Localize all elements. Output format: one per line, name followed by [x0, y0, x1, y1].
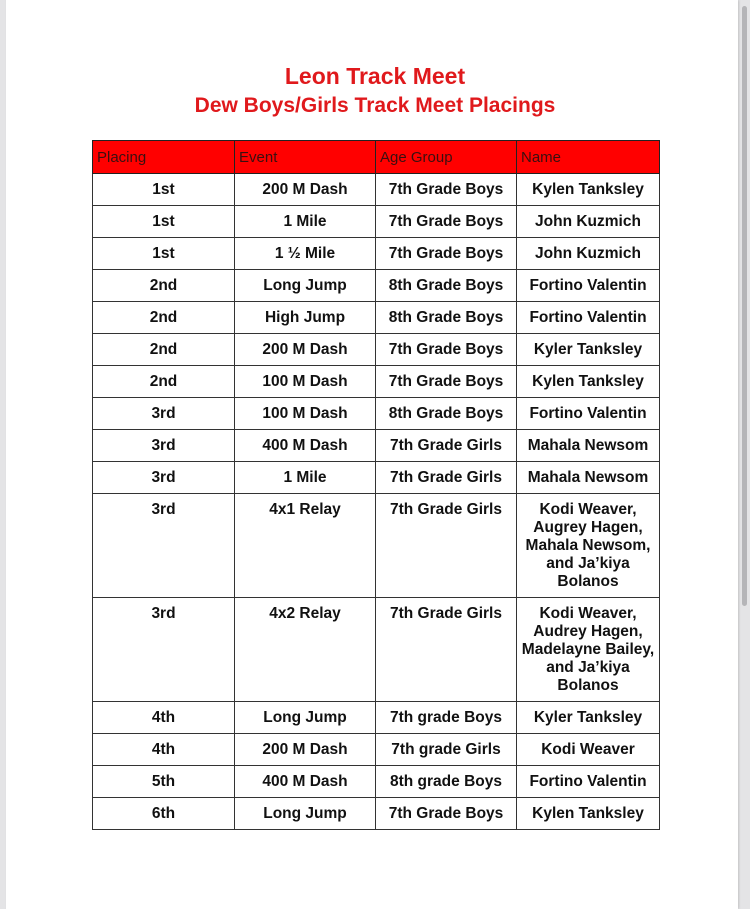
table-row — [93, 702, 660, 734]
table-row — [93, 366, 660, 398]
age-group-cell: 7th grade Girls — [376, 734, 517, 766]
age-group-cell: 7th Grade Girls — [376, 430, 517, 462]
table-header-row — [93, 141, 660, 174]
name-cell: Kodi Weaver, Augrey Hagen, Mahala Newsom, and Ja’kiya Bolanos — [517, 494, 660, 598]
placing-cell: 3rd — [93, 494, 235, 598]
event-cell: 200 M Dash — [235, 734, 376, 766]
age-group-cell: 7th Grade Girls — [376, 462, 517, 494]
name-cell: John Kuzmich — [517, 238, 660, 270]
event-cell: 200 M Dash — [235, 334, 376, 366]
event-cell: 4x1 Relay — [235, 494, 376, 598]
event-cell: 200 M Dash — [235, 174, 376, 206]
table-row — [93, 270, 660, 302]
event-cell: 4x2 Relay — [235, 598, 376, 702]
placings-table — [92, 140, 660, 830]
table-row — [93, 766, 660, 798]
event-cell: Long Jump — [235, 702, 376, 734]
placing-cell: 4th — [93, 702, 235, 734]
table-row — [93, 334, 660, 366]
name-cell: John Kuzmich — [517, 206, 660, 238]
name-cell: Mahala Newsom — [517, 462, 660, 494]
age-group-cell: 7th Grade Boys — [376, 174, 517, 206]
column-header-name: Name — [517, 141, 660, 174]
placing-cell: 3rd — [93, 398, 235, 430]
name-cell: Kyler Tanksley — [517, 334, 660, 366]
placing-cell: 2nd — [93, 334, 235, 366]
event-cell: High Jump — [235, 302, 376, 334]
placing-cell: 2nd — [93, 302, 235, 334]
table-row — [93, 430, 660, 462]
table-row — [93, 238, 660, 270]
event-cell: Long Jump — [235, 798, 376, 830]
placing-cell: 2nd — [93, 366, 235, 398]
age-group-cell: 7th Grade Boys — [376, 238, 517, 270]
page-title: Leon Track Meet — [284, 63, 466, 89]
name-cell: Kylen Tanksley — [517, 798, 660, 830]
age-group-cell: 8th Grade Boys — [376, 270, 517, 302]
event-cell: 1 ½ Mile — [235, 238, 376, 270]
age-group-cell: 7th Grade Boys — [376, 798, 517, 830]
table-row — [93, 494, 660, 598]
event-cell: 100 M Dash — [235, 398, 376, 430]
table-row — [93, 398, 660, 430]
name-cell: Kodi Weaver — [517, 734, 660, 766]
age-group-cell: 7th grade Boys — [376, 702, 517, 734]
placing-cell: 3rd — [93, 598, 235, 702]
column-header-placing: Placing — [93, 141, 235, 174]
placing-cell: 3rd — [93, 430, 235, 462]
table-row — [93, 302, 660, 334]
name-cell: Kodi Weaver, Audrey Hagen, Madelayne Bailey, and Ja’kiya Bolanos — [517, 598, 660, 702]
column-header-event: Event — [235, 141, 376, 174]
placing-cell: 6th — [93, 798, 235, 830]
table-row — [93, 798, 660, 830]
age-group-cell: 7th Grade Boys — [376, 206, 517, 238]
age-group-cell: 7th Grade Girls — [376, 598, 517, 702]
age-group-cell: 8th Grade Boys — [376, 398, 517, 430]
event-cell: 1 Mile — [235, 462, 376, 494]
table-row — [93, 734, 660, 766]
age-group-cell: 8th Grade Boys — [376, 302, 517, 334]
name-cell: Fortino Valentin — [517, 766, 660, 798]
age-group-cell: 7th Grade Girls — [376, 494, 517, 598]
placing-cell: 1st — [93, 238, 235, 270]
name-cell: Mahala Newsom — [517, 430, 660, 462]
event-cell: 100 M Dash — [235, 366, 376, 398]
table-row — [93, 206, 660, 238]
table-row — [93, 598, 660, 702]
placing-cell: 3rd — [93, 462, 235, 494]
age-group-cell: 7th Grade Boys — [376, 366, 517, 398]
placing-cell: 1st — [93, 174, 235, 206]
name-cell: Kyler Tanksley — [517, 702, 660, 734]
table-row — [93, 174, 660, 206]
column-header-age-group: Age Group — [376, 141, 517, 174]
name-cell: Kylen Tanksley — [517, 174, 660, 206]
name-cell: Fortino Valentin — [517, 270, 660, 302]
placing-cell: 5th — [93, 766, 235, 798]
event-cell: 1 Mile — [235, 206, 376, 238]
age-group-cell: 7th Grade Boys — [376, 334, 517, 366]
placing-cell: 2nd — [93, 270, 235, 302]
event-cell: 400 M Dash — [235, 430, 376, 462]
name-cell: Fortino Valentin — [517, 302, 660, 334]
name-cell: Kylen Tanksley — [517, 366, 660, 398]
placing-cell: 1st — [93, 206, 235, 238]
age-group-cell: 8th grade Boys — [376, 766, 517, 798]
event-cell: Long Jump — [235, 270, 376, 302]
event-cell: 400 M Dash — [235, 766, 376, 798]
placing-cell: 4th — [93, 734, 235, 766]
page-subtitle: Dew Boys/Girls Track Meet Placings — [194, 94, 556, 117]
name-cell: Fortino Valentin — [517, 398, 660, 430]
table-row — [93, 462, 660, 494]
